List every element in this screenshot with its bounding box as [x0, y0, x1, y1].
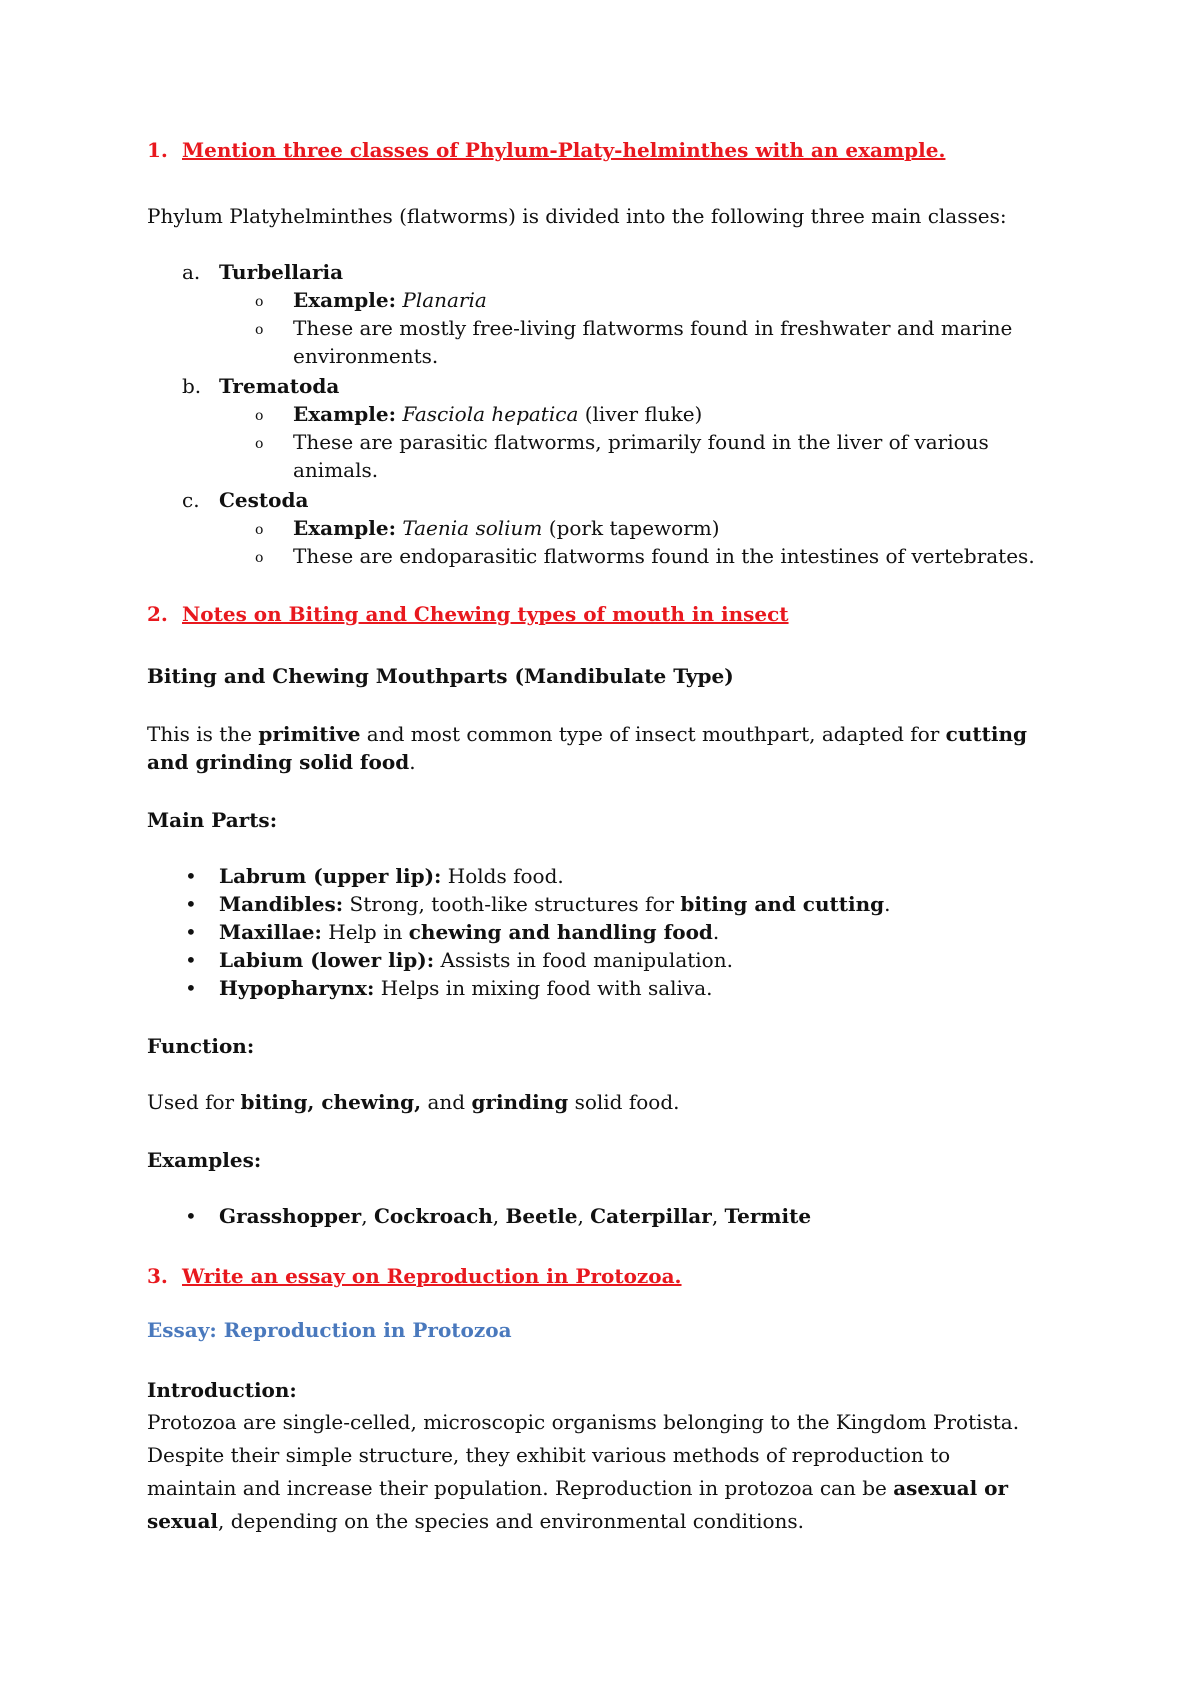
essay-line: Protozoa are single-celled, microscopic organisms belonging to the Kingdom Protista.: [147, 1410, 1020, 1434]
class-letter: c.: [182, 488, 200, 512]
bullet-icon: •: [185, 976, 197, 1000]
introduction-label: Introduction:: [147, 1378, 297, 1402]
essay-title: Essay: Reproduction in Protozoa: [147, 1318, 512, 1342]
function-text: Used for biting, chewing, and grinding solid food.: [147, 1090, 680, 1114]
bullet-icon: •: [185, 1204, 197, 1228]
q3-title: Write an essay on Reproduction in Protozoa.: [182, 1264, 682, 1288]
q1-title: Mention three classes of Phylum-Platy-helminthes with an example.: [182, 138, 946, 162]
class-name: Turbellaria: [219, 260, 344, 284]
main-parts-label: Main Parts:: [147, 808, 278, 832]
class-item: [182, 486, 309, 514]
class-name: Trematoda: [219, 374, 340, 398]
q2-paragraph-line1: This is the primitive and most common type of insect mouthpart, adapted for cutting: [147, 722, 1027, 746]
essay-line: sexual, depending on the species and environmental conditions.: [147, 1509, 805, 1533]
circle-bullet-icon: o: [255, 408, 264, 424]
q2-subheading: Biting and Chewing Mouthparts (Mandibulate Type): [147, 664, 734, 688]
class-name: Cestoda: [219, 488, 309, 512]
circle-bullet-icon: o: [255, 436, 264, 452]
class-letter: b.: [182, 374, 202, 398]
q2-number: 2.: [147, 602, 168, 626]
q1-intro: Phylum Platyhelminthes (flatworms) is divided into the following three main classes:: [147, 204, 1007, 228]
essay-line: Despite their simple structure, they exhibit various methods of reproduction to: [147, 1443, 951, 1467]
q2-paragraph-line2: and grinding solid food.: [147, 750, 416, 774]
circle-bullet-icon: o: [255, 522, 264, 538]
bullet-icon: •: [185, 920, 197, 944]
q3-number: 3.: [147, 1264, 168, 1288]
bullet-icon: •: [185, 948, 197, 972]
class-item: [182, 372, 340, 400]
essay-line: maintain and increase their population. Reproduction in protozoa can be asexual or: [147, 1476, 1009, 1500]
examples-label: Examples:: [147, 1148, 262, 1172]
bullet-icon: •: [185, 892, 197, 916]
q1-number: 1.: [147, 138, 168, 162]
class-description-cont: environments.: [293, 344, 439, 368]
circle-bullet-icon: o: [255, 294, 264, 310]
q2-title: Notes on Biting and Chewing types of mouth in insect: [182, 602, 789, 626]
class-item: [182, 258, 344, 286]
circle-bullet-icon: o: [255, 322, 264, 338]
class-description-cont: animals.: [293, 458, 379, 482]
function-label: Function:: [147, 1034, 255, 1058]
bullet-icon: •: [185, 864, 197, 888]
class-letter: a.: [182, 260, 201, 284]
document-page: 1. Mention three classes of Phylum-Platy-helminthes with an example. Phylum Platyhelminthes (flatworms) is divided into the following three main classes: a. Turbellaria o Example: Planaria o These are mostly free-living flatworms found in freshwater and marine environments. b. Trematoda o Example: Fasciola hepatica (liver fluke) o These are parasitic flatworms, primarily found in the liver of various animals. c. Cestoda o Example: Taenia solium (pork tapeworm) o These are endoparasitic flatworms found in the intestines of vertebrates. 2. Notes on Biting and Chewing types of mouth in insect Biting and Chewing Mouthparts (Mandibulate Type) This is the primitive and most common type of insect mouthpart, adapted for cutting and grinding solid food. Main Parts: • Labrum (upper lip): Holds food. • Mandibles: Strong, tooth-like structures for biting and cutting. • Maxillae: Help in chewing and handling food. • Labium (lower lip): Assists in food manipulation. • Hypopharynx: Helps in mixing food with saliva. Function: Used for biting, chewing, and grinding solid food. Examples: • Grasshopper, Cockroach, Beetle, Caterpillar, Termite 3. Write an essay on Reproduction in Protozoa. Essay: Reproduction in Protozoa Introduction: Protozoa are single-celled, microscopic organisms belonging to the Kingdom Protista. Despite their simple structure, they exhibit various methods of reproduction to maintain and increase their population. Reproduction in protozoa can be asexual or sexual, depending on the species and environmental conditions.: [147, 138, 1035, 1533]
circle-bullet-icon: o: [255, 550, 264, 566]
